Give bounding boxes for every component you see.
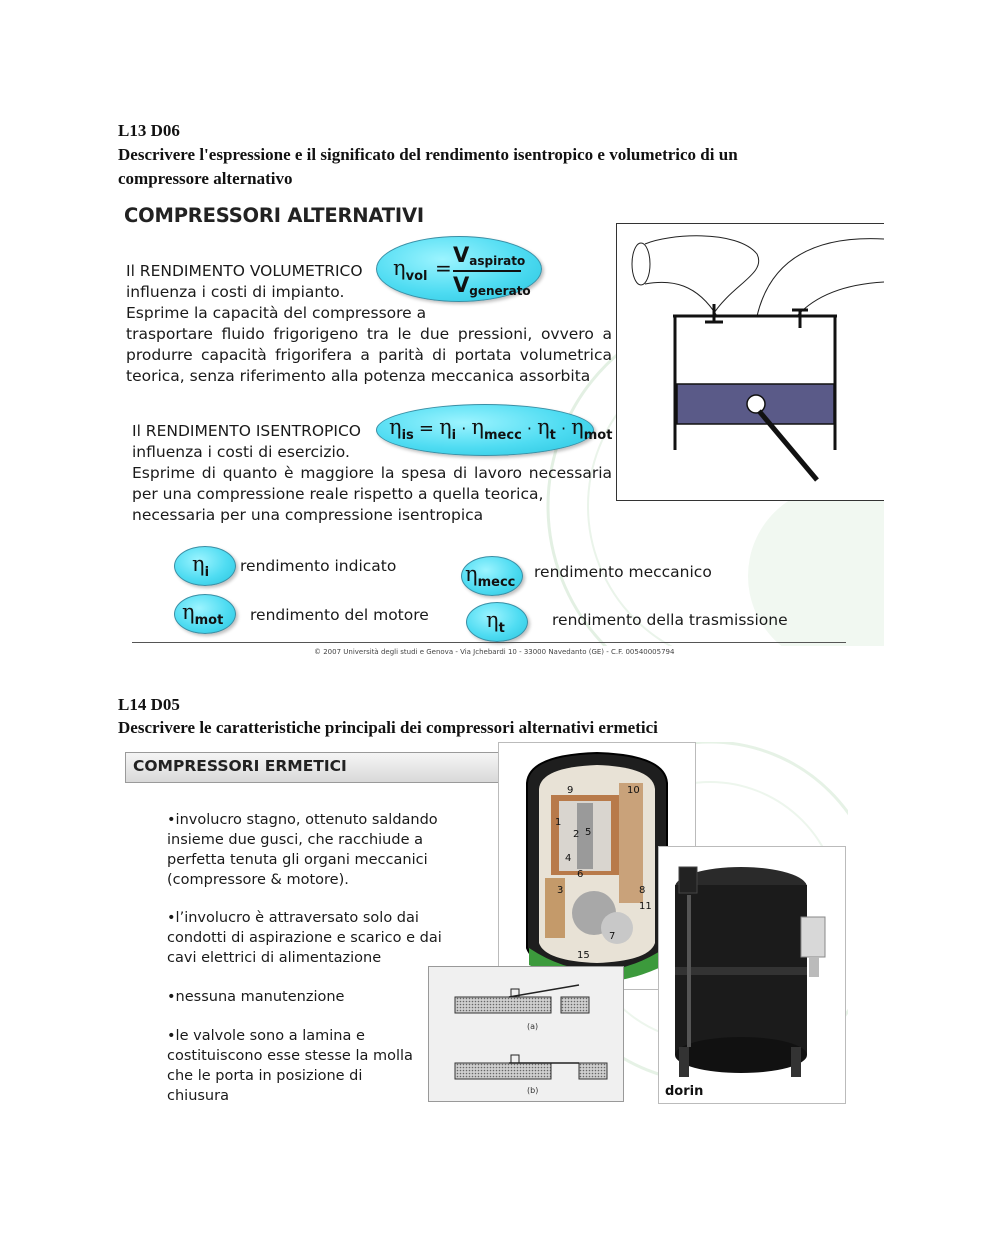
vol-desc-line: trasportare fluido frigorigeno tra le due pressioni, ovvero a (126, 325, 612, 343)
slide-footer-copyright: © 2007 Università degli studi e Genova - Via Jchebardi 10 - 33000 Navedanto (GE) - C.F. 00540005794 (314, 648, 675, 656)
legend-oval-eta-mot: $\eta_{mot}$ (174, 594, 236, 634)
bullet-involucro-attraversato: •l’involucro è attraversato solo dai condotti di aspirazione e scarico e dai cavi elettrici di alimentazione (167, 910, 442, 966)
question-text-2: Descrivere le caratteristiche principali dei compressori alternativi ermetici (118, 718, 658, 737)
cutaway-label-11: 11 (639, 901, 652, 912)
legend-label-meccanico: rendimento meccanico (534, 563, 712, 581)
bullet-involucro-stagno: •involucro stagno, ottenuto saldando insieme due gusci, che racchiude a perfetta tenuta gli organi meccanici (compressore & motore). (167, 812, 438, 888)
bullet-nessuna-manutenzione: •nessuna manutenzione (167, 989, 345, 1005)
piston-cylinder-icon (617, 224, 884, 500)
legend-oval-eta-t: $\eta_t$ (466, 602, 528, 642)
cutaway-label-8: 8 (639, 885, 646, 896)
bullet-valvole-lamina: •le valvole sono a lamina e costituiscono esse stesse la molla che le porta in posizione di chiusura (167, 1028, 413, 1104)
is-label: Il RENDIMENTO ISENTROPICO (132, 422, 362, 440)
legend-label-indicato: rendimento indicato (240, 557, 397, 575)
question-code-2: L14 D05 (118, 695, 180, 714)
vol-costs: influenza i costi di impianto. (126, 283, 345, 301)
formula-vol-numerator: Vaspirato (453, 243, 526, 268)
cutaway-label-7: 7 (609, 931, 616, 942)
vol-desc-line: produrre capacità frigorifera a parità di portata volumetrica (126, 346, 612, 364)
question-text-1-line1: Descrivere l'espressione e il significato del rendimento isentropico e volumetrico di un (118, 145, 738, 164)
cutaway-label-1: 1 (555, 817, 562, 828)
compressor-photo-icon (659, 847, 845, 1103)
slide-compressori-ermetici (120, 742, 848, 1110)
cutaway-label-2: 2 (573, 829, 580, 840)
formula-is-expression: $\eta_{is} = \eta_i \cdot \eta_{mecc} \cdot \eta_t \cdot \eta_{mot}$ (389, 415, 613, 443)
legend-oval-eta-mecc: $\eta_{mecc}$ (461, 556, 523, 596)
slide-footer-divider (132, 642, 846, 643)
legend-oval-eta-i: $\eta_i$ (174, 546, 236, 586)
cutaway-label-5: 5 (585, 827, 592, 838)
slide-title: COMPRESSORI ALTERNATIVI (124, 204, 424, 227)
photo-brand-label: dorin (665, 1084, 704, 1099)
legend-label-motore: rendimento del motore (250, 606, 429, 624)
cutaway-label-15: 15 (577, 950, 590, 961)
dorin-compressor-photo (658, 846, 846, 1104)
is-desc-line: necessaria per una compressione isentropica (132, 506, 484, 524)
formula-vol-fraction-bar (453, 270, 521, 272)
is-costs: influenza i costi di esercizio. (132, 443, 350, 461)
cutaway-label-6: 6 (577, 869, 584, 880)
cutaway-label-9: 9 (567, 785, 574, 796)
piston-diagram-frame (616, 223, 884, 501)
formula-vol-denominator: Vgenerato (453, 273, 531, 298)
question-text-1-line2: compressore alternativo (118, 169, 293, 188)
vol-desc-line: Esprime la capacità del compressore a (126, 304, 427, 322)
cutaway-label-4: 4 (565, 853, 572, 864)
cutaway-label-10: 10 (627, 785, 640, 796)
reed-valve-icon (429, 967, 623, 1101)
formula-is-oval (376, 404, 613, 456)
legend-label-trasmissione: rendimento della trasmissione (552, 611, 788, 629)
question-text-1 (118, 143, 898, 191)
vol-description (126, 303, 612, 387)
slide-compressori-alternativi (118, 196, 884, 658)
valve-label-b: (b) (527, 1086, 539, 1095)
vol-label: Il RENDIMENTO VOLUMETRICO (126, 262, 363, 280)
is-desc-line: Esprime di quanto è maggiore la spesa di lavoro necessaria (132, 464, 612, 482)
is-desc-line: per una compressione reale rispetto a quella teorica, (132, 485, 544, 503)
valve-label-a: (a) (527, 1022, 539, 1031)
is-description (132, 463, 612, 526)
question-code-1: L13 D06 (118, 121, 180, 140)
vol-desc-line: teorica, senza riferimento alla potenza meccanica assorbita (126, 367, 591, 385)
formula-vol-oval (376, 236, 542, 302)
cutaway-label-3: 3 (557, 885, 564, 896)
formula-vol-equals: = (435, 256, 452, 280)
formula-vol-lhs: $\eta_{vol}$ (393, 256, 428, 284)
slide-title: COMPRESSORI ERMETICI (133, 757, 347, 775)
reed-valve-diagram (428, 966, 624, 1102)
